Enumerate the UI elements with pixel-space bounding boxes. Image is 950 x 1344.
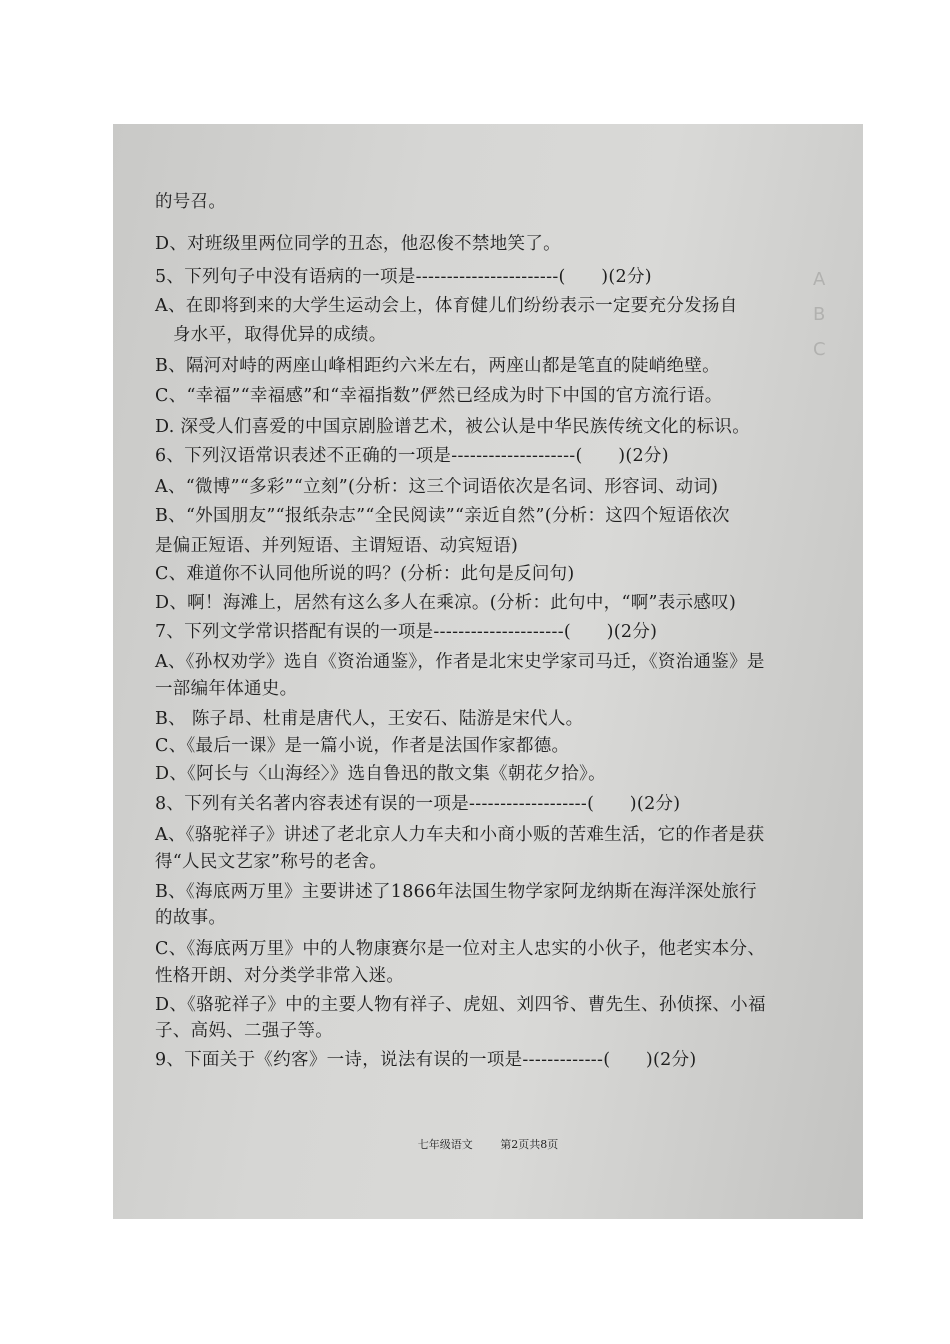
option-a: A、在即将到来的大学生运动会上，体育健儿们纷纷表示一定要充分发扬自 (155, 296, 738, 316)
option-b: B、隔河对峙的两座山峰相距约六米左右，两座山都是笔直的陡峭绝壁。 (155, 356, 720, 376)
option-d: D、《阿长与〈山海经〉》选自鲁迅的散文集《朝花夕拾》。 (155, 764, 606, 784)
text-line: 一部编年体通史。 (155, 679, 298, 699)
option-c: C、《最后一课》是一篇小说，作者是法国作家都德。 (155, 736, 570, 756)
footer-subject: 七年级语文 (417, 1138, 473, 1151)
option-a: A、《骆驼祥子》讲述了老北京人力车夫和小商小贩的苦难生活，它的作者是获 (155, 825, 765, 845)
bleed-through-mark: A (813, 269, 826, 290)
text-line: 是偏正短语、并列短语、主谓短语、动宾短语) (155, 536, 519, 556)
bleed-through-mark: B (813, 304, 826, 325)
text-line: 得“人民文艺家”称号的老舍。 (155, 852, 388, 872)
option-a: A、“微博”“多彩”“立刻”(分析：这三个词语依次是名词、形容词、动词) (155, 477, 719, 497)
page-footer (113, 1136, 863, 1152)
option-d: D. 深受人们喜爱的中国京剧脸谱艺术，被公认是中华民族传统文化的标识。 (155, 417, 751, 437)
option-c: C、《海底两万里》中的人物康赛尔是一位对主人忠实的小伙子，他老实本分、 (155, 939, 766, 959)
option-b: B、《海底两万里》主要讲述了1866年法国生物学家阿龙纳斯在海洋深处旅行 (155, 882, 757, 902)
text-line: 身水平，取得优异的成绩。 (173, 325, 387, 345)
text-line: D、对班级里两位同学的丑态，他忍俊不禁地笑了。 (155, 234, 561, 254)
question-8: 8、下列有关名著内容表述有误的一项是-------------------( )(2分) (155, 794, 681, 814)
option-b: B、“外国朋友”“报纸杂志”“全民阅读”“亲近自然”(分析：这四个短语依次 (155, 506, 730, 526)
bleed-through-mark: C (813, 339, 826, 360)
option-a: A、《孙权劝学》选自《资治通鉴》，作者是北宋史学家司马迁，《资治通鉴》是 (155, 652, 765, 672)
text-line: 的号召。 (155, 192, 227, 212)
option-c: C、难道你不认同他所说的吗？(分析：此句是反问句) (155, 564, 575, 584)
text-line: 子、高妈、二强子等。 (155, 1021, 333, 1041)
question-6: 6、下列汉语常识表述不正确的一项是--------------------( )(2分) (155, 446, 669, 466)
option-d: D、《骆驼祥子》中的主要人物有祥子、虎妞、刘四爷、曹先生、孙侦探、小福 (155, 995, 766, 1015)
option-d: D、啊！海滩上，居然有这么多人在乘凉。(分析：此句中，“啊”表示感叹) (155, 593, 737, 613)
option-b: B、 陈子昂、杜甫是唐代人，王安石、陆游是宋代人。 (155, 709, 584, 729)
exam-page (113, 124, 863, 1219)
question-9: 9、下面关于《约客》一诗，说法有误的一项是-------------( )(2分) (155, 1050, 697, 1070)
text-line: 的故事。 (155, 908, 227, 928)
question-5: 5、下列句子中没有语病的一项是-----------------------( )(2分) (155, 267, 652, 287)
footer-page-number: 第2页共8页 (500, 1138, 559, 1151)
option-c: C、“幸福”“幸福感”和“幸福指数”俨然已经成为时下中国的官方流行语。 (155, 386, 723, 406)
question-7: 7、下列文学常识搭配有误的一项是---------------------( )(2分) (155, 622, 658, 642)
text-line: 性格开朗、对分类学非常入迷。 (155, 966, 405, 986)
